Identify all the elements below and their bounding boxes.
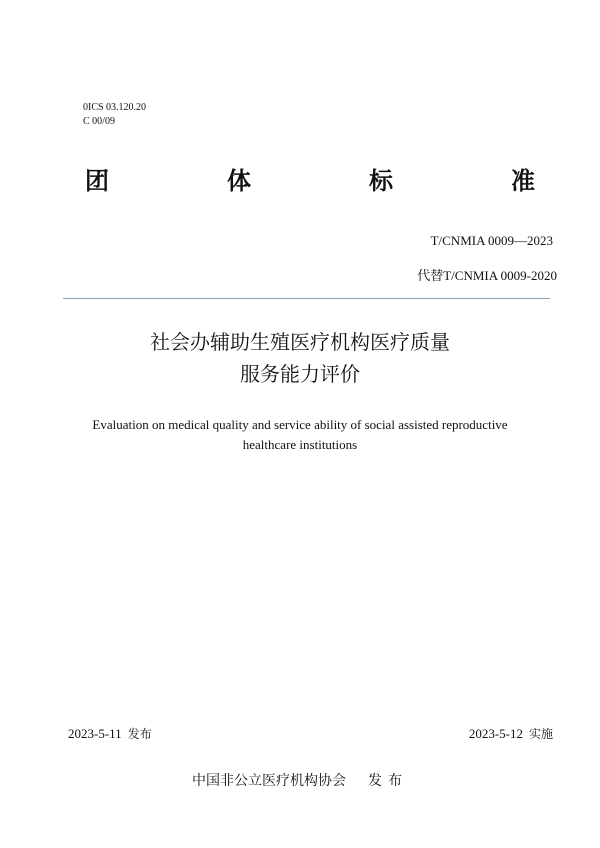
publisher-name: 中国非公立医疗机构协会 — [192, 773, 346, 789]
title-zh-line1: 社会办辅助生殖医疗机构医疗质量 — [150, 330, 450, 354]
publisher-action: 发布 — [368, 773, 408, 789]
publish-date: 2023-5-11 — [68, 726, 122, 741]
standard-type-char: 体 — [227, 167, 251, 195]
implement-date: 2023-5-12 — [468, 726, 523, 741]
standard-type-heading — [85, 166, 535, 196]
title-en-line2: healthcare institutions — [242, 437, 358, 452]
title-en-line1: Evaluation on medical quality and service ability of social assisted reproductive — [92, 417, 508, 432]
standard-type-char: 准 — [511, 167, 535, 195]
ics-code: 0ICS 03.120.20 — [83, 102, 147, 113]
replaces-standard: 代替T/CNMIA 0009-2020 — [417, 268, 557, 283]
publish-date-block — [68, 725, 152, 742]
classification-codes — [83, 101, 146, 129]
standard-type-char: 标 — [369, 167, 393, 195]
standard-number: T/CNMIA 0009—2023 — [430, 233, 553, 248]
header-divider — [63, 298, 550, 299]
publish-label: 发布 — [127, 727, 152, 741]
implement-date-block — [469, 725, 553, 742]
ccs-code: C 00/09 — [83, 116, 115, 127]
publisher-line — [0, 770, 600, 790]
title-zh-line2: 服务能力评价 — [240, 362, 360, 386]
implement-label: 实施 — [528, 727, 553, 741]
standard-type-char: 团 — [85, 167, 109, 195]
